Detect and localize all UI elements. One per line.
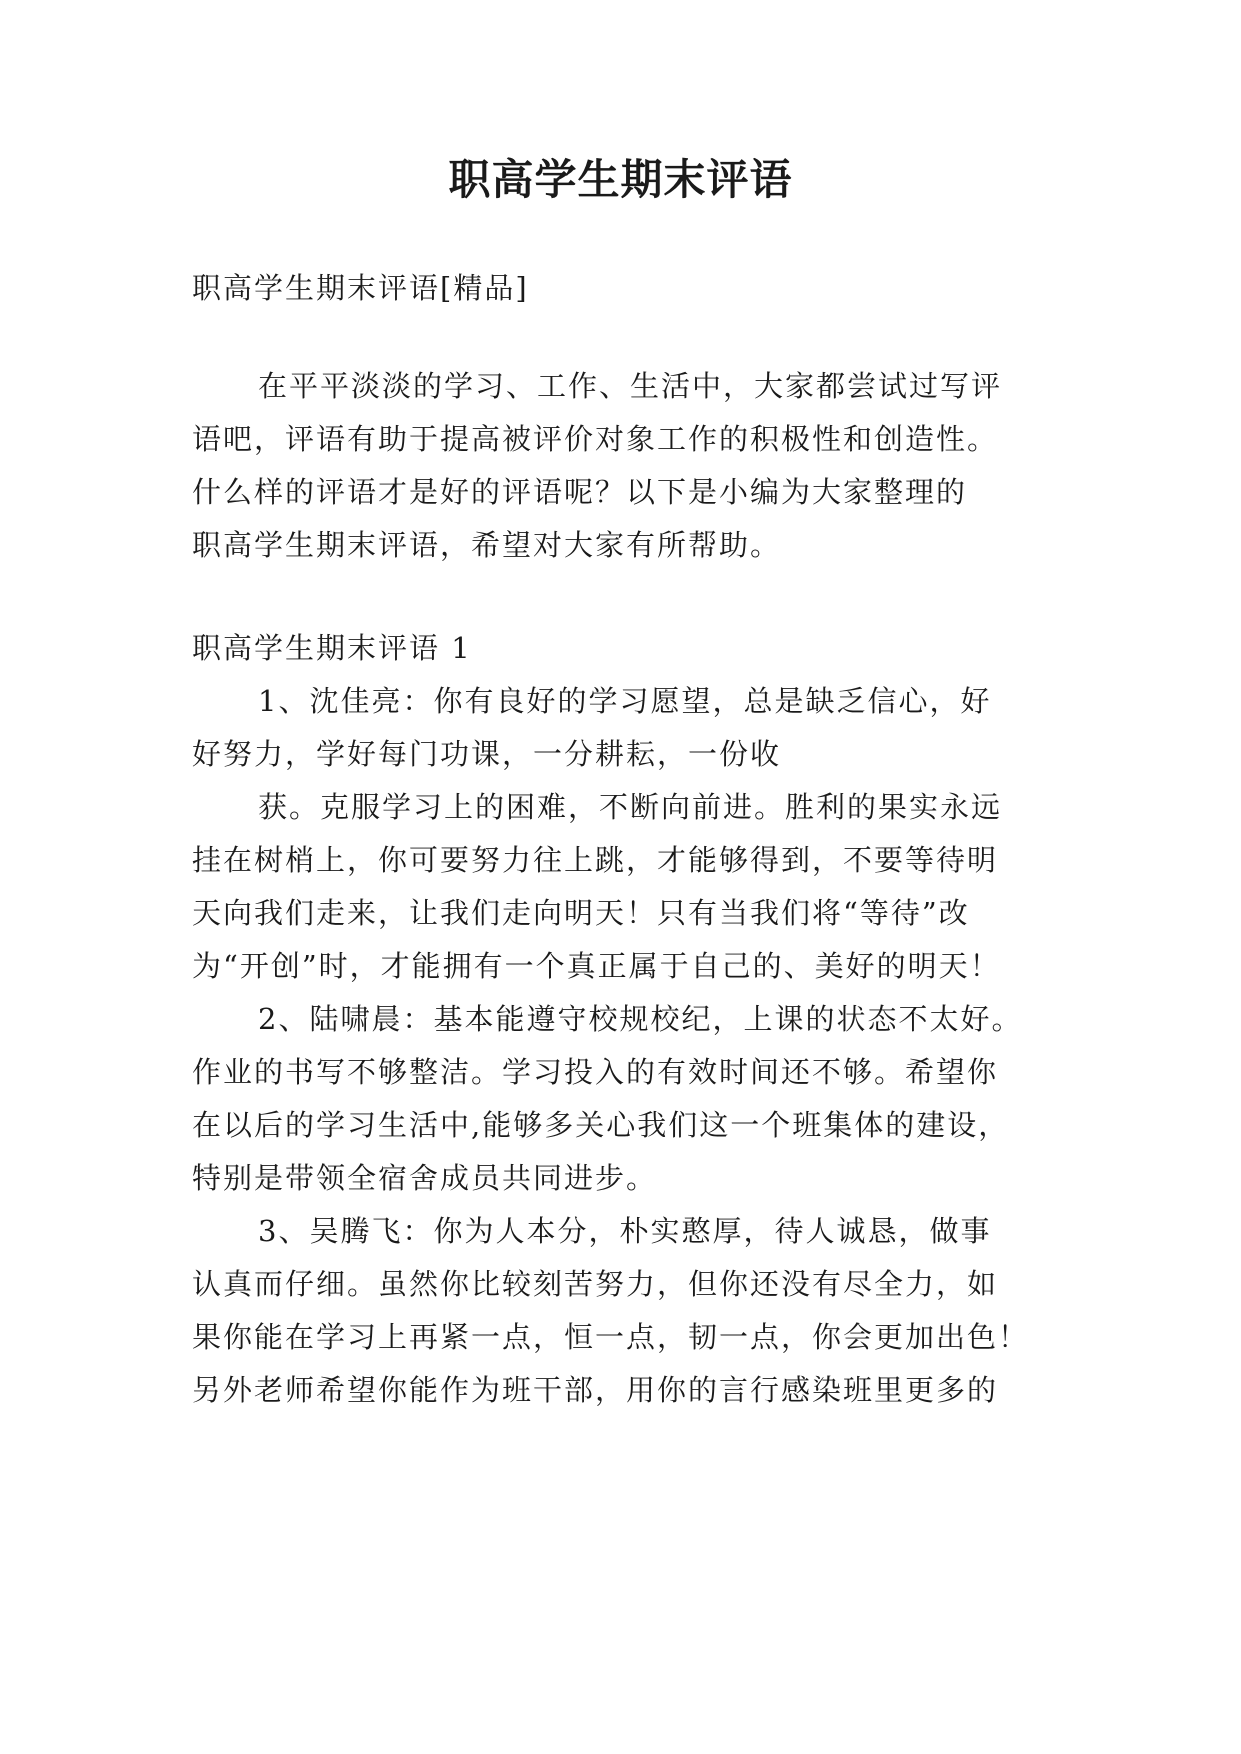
comment-line: 特别是带领全宿舍成员共同进步。	[192, 1161, 658, 1195]
comment-line: 认真而仔细。虽然你比较刻苦努力，但你还没有尽全力，如	[192, 1267, 999, 1301]
comment-line: 作业的书写不够整洁。学习投入的有效时间还不够。希望你	[192, 1055, 999, 1089]
comment-line: 天向我们走来，让我们走向明天！只有当我们将“等待”改	[192, 896, 970, 930]
section-heading: 职高学生期末评语 1	[192, 631, 472, 665]
comment-line: 在以后的学习生活中,能够多关心我们这一个班集体的建设，	[192, 1108, 1010, 1142]
comment-line: 果你能在学习上再紧一点，恒一点，韧一点，你会更加出色！	[192, 1320, 1030, 1354]
document-title: 职高学生期末评语	[448, 155, 793, 204]
intro-line: 职高学生期末评语，希望对大家有所帮助。	[192, 528, 782, 562]
comment-line: 挂在树梢上，你可要努力往上跳，才能够得到，不要等待明	[192, 843, 999, 877]
intro-line: 什么样的评语才是好的评语呢？以下是小编为大家整理的	[192, 475, 968, 509]
intro-line: 在平平淡淡的学习、工作、生活中，大家都尝试过写评	[258, 369, 1003, 403]
comment-line: 另外老师希望你能作为班干部，用你的言行感染班里更多的	[192, 1373, 999, 1407]
comment-line: 2、陆啸晨：基本能遵守校规校纪，上课的状态不太好。	[258, 1002, 1023, 1036]
comment-line: 1、沈佳亮：你有良好的学习愿望，总是缺乏信心，好	[258, 684, 992, 718]
comment-line: 好努力，学好每门功课，一分耕耘，一份收	[192, 737, 782, 771]
comment-line: 获。克服学习上的困难，不断向前进。胜利的果实永远	[258, 790, 1003, 824]
document-subtitle: 职高学生期末评语[精品]	[192, 271, 529, 305]
intro-line: 语吧，评语有助于提高被评价对象工作的积极性和创造性。	[192, 422, 999, 456]
comment-line: 为“开创”时，才能拥有一个真正属于自己的、美好的明天！	[192, 949, 1001, 983]
comment-line: 3、吴腾飞：你为人本分，朴实憨厚，待人诚恳，做事	[258, 1214, 992, 1248]
